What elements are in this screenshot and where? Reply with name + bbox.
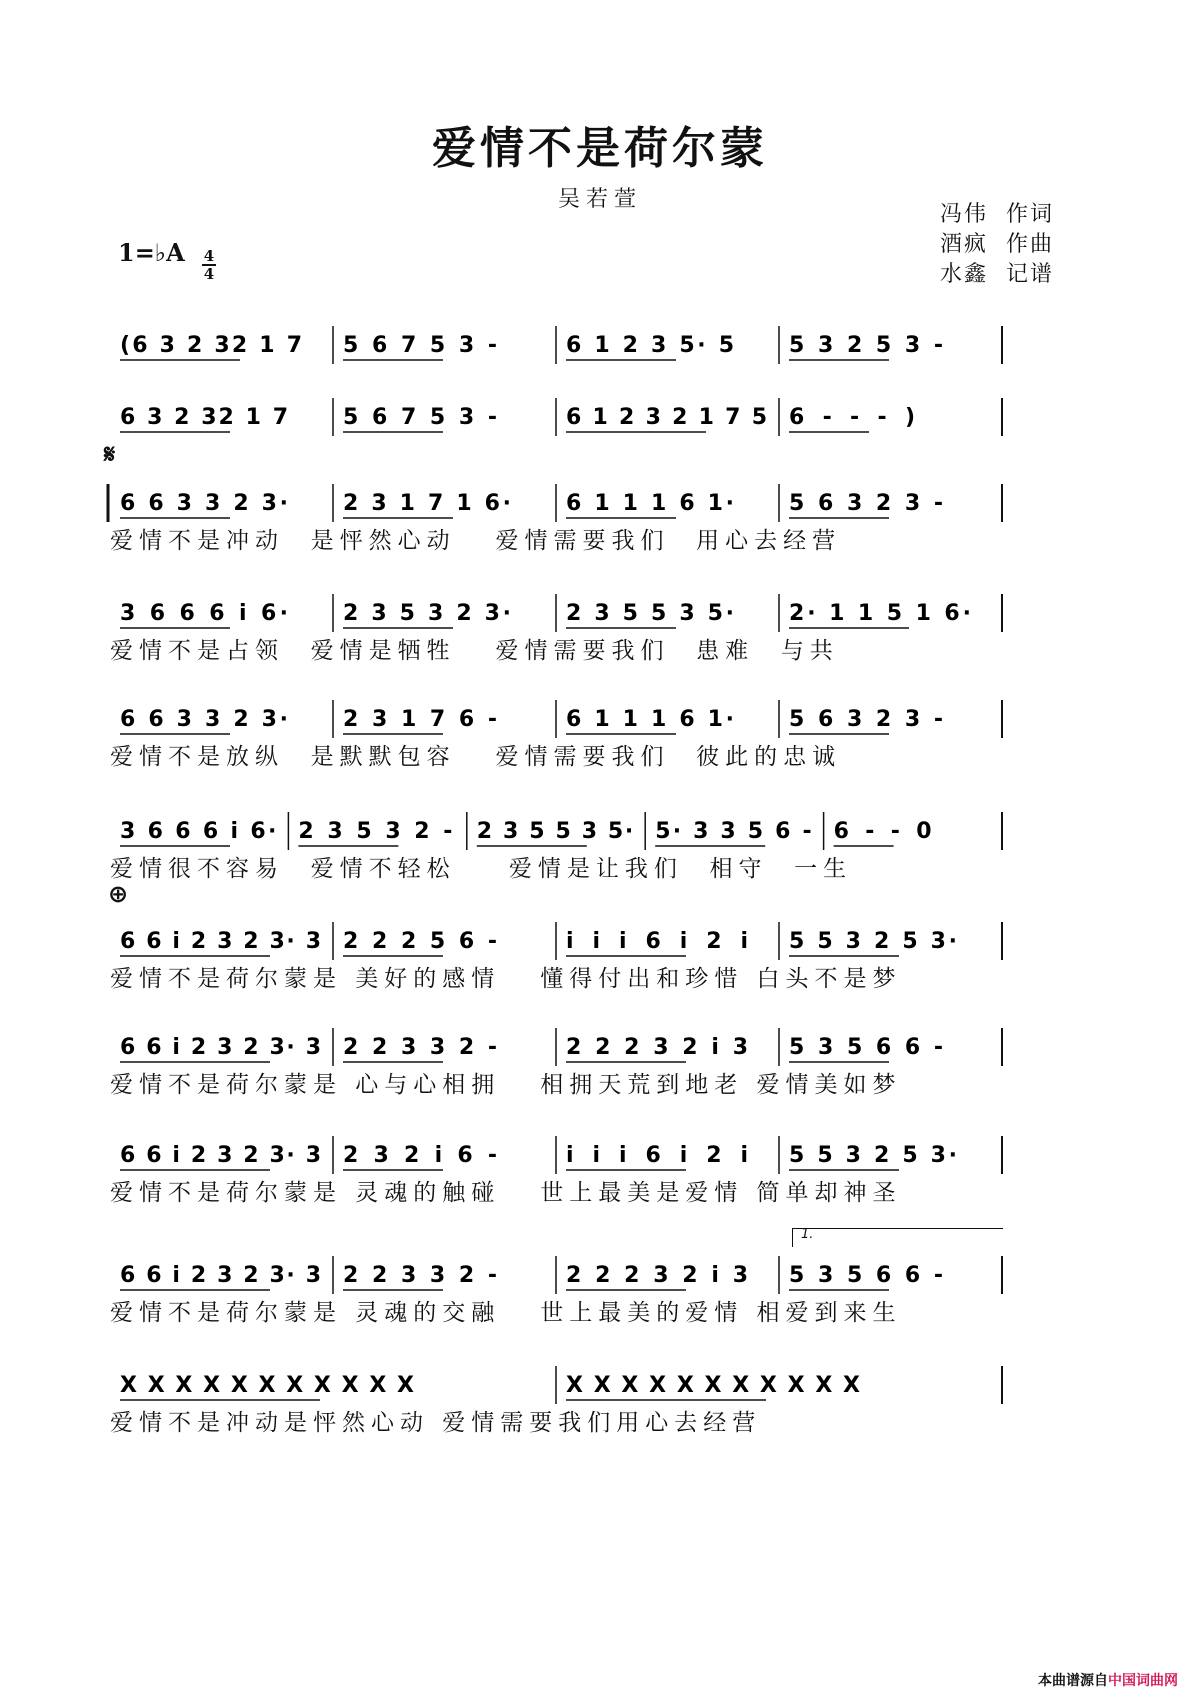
measure-notes: 5 6 7 5 3 -	[343, 405, 497, 430]
lyric-line: 爱情很不容易 爱情不轻松 爱情是让我们 相守 一生	[110, 856, 853, 882]
measure-notes: 6 1 1 1 6 1·	[566, 707, 734, 732]
lyric-line: 爱情不是荷尔蒙是 美好的感情 懂得付出和珍惜 白头不是梦	[110, 966, 902, 992]
song-title: 爱情不是荷尔蒙	[432, 123, 768, 174]
measure-notes: 5 6 3 2 3 -	[789, 491, 943, 516]
measure-notes: 5 5 3 2 5 3·	[789, 1143, 957, 1168]
first-ending-label: 1.	[801, 1227, 814, 1242]
credit-transcriber: 水鑫 记谱	[940, 262, 1054, 287]
time-signature	[202, 248, 216, 282]
measure-notes: 2 3 5 5 3 5·	[566, 601, 734, 626]
lyric-line: 爱情不是占领 爱情是牺牲 爱情需要我们 患难 与共	[110, 638, 839, 664]
measure-notes: 6 6 i 2 3 2 3· 3	[120, 1263, 321, 1288]
measure-notes: 2 2 2 3 2 i 3	[566, 1035, 748, 1060]
notation-row	[0, 320, 1200, 380]
measure-notes: 2 2 2 5 6 -	[343, 929, 497, 954]
measure-notes: 5 3 5 6 6 -	[789, 1263, 943, 1288]
measure-notes: 5 3 2 5 3 -	[789, 333, 943, 358]
first-ending-bracket	[792, 1228, 1003, 1247]
measure-notes: 2 2 3 3 2 -	[343, 1035, 497, 1060]
source-footer	[1038, 1670, 1178, 1690]
lyric-line: 爱情不是冲动 是怦然心动 爱情需要我们 用心去经营	[110, 528, 842, 554]
measure-notes: (6 3 2 32 1 7	[120, 333, 302, 358]
measure-notes: X X X X X X X X X X X	[120, 1373, 414, 1398]
key-signature: 1=♭A	[118, 238, 185, 267]
segno-icon: 𝄋	[104, 440, 116, 470]
measure-notes: 5 6 7 5 3 -	[343, 333, 497, 358]
measure-notes: 2 3 5 5 3 5·	[476, 819, 634, 844]
measure-notes: 3 6 6 6 i 6·	[120, 819, 277, 844]
measure-notes: 6 3 2 32 1 7	[120, 405, 288, 430]
measure-notes: 6 1 1 1 6 1·	[566, 491, 734, 516]
measure-notes: 6 1 2 3 5· 5	[566, 333, 734, 358]
measure-notes: 2· 1 1 5 1 6·	[789, 601, 971, 626]
lyric-line: 爱情不是荷尔蒙是 灵魂的交融 世上最美的爱情 相爱到来生	[110, 1300, 902, 1326]
coda-icon: ⊕	[108, 880, 129, 908]
measure-notes: i i i 6 i 2 i	[566, 929, 748, 954]
measure-notes: 5 3 5 6 6 -	[789, 1035, 943, 1060]
measure-notes: 6 - - 0	[833, 819, 932, 844]
measure-notes: 5 5 3 2 5 3·	[789, 929, 957, 954]
measure-notes: 5 6 3 2 3 -	[789, 707, 943, 732]
measure-notes: X X X X X X X X X X X	[566, 1373, 860, 1398]
measure-notes: 6 6 3 3 2 3·	[120, 707, 288, 732]
measure-notes: 2 3 5 3 2 3·	[343, 601, 511, 626]
source-site: 中国词曲网	[1108, 1673, 1178, 1689]
lyric-line: 爱情不是荷尔蒙是 心与心相拥 相拥天荒到地老 爱情美如梦	[110, 1072, 902, 1098]
measure-notes: 6 6 i 2 3 2 3· 3	[120, 1035, 321, 1060]
measure-notes: 2 2 3 3 2 -	[343, 1263, 497, 1288]
credit-lyricist: 冯伟 作词	[940, 202, 1054, 227]
measure-notes: 6 6 i 2 3 2 3· 3	[120, 1143, 321, 1168]
measure-notes: 6 - - - )	[789, 405, 915, 430]
notation-svg	[0, 320, 1200, 380]
notation-svg	[0, 392, 1200, 452]
measure-notes: 6 1 2 3 2 1 7 5	[566, 405, 767, 430]
measure-notes: 2 3 2 i 6 -	[343, 1143, 497, 1168]
measure-notes: 2 3 1 7 6 -	[343, 707, 497, 732]
notation-row	[0, 392, 1200, 452]
measure-notes: 2 3 5 3 2 -	[298, 819, 453, 844]
measure-notes: 2 3 1 7 1 6·	[343, 491, 511, 516]
measure-notes: 3 6 6 6 i 6·	[120, 601, 288, 626]
measure-notes: 2 2 2 3 2 i 3	[566, 1263, 748, 1288]
measure-notes: 5· 3 3 5 6 -	[655, 819, 812, 844]
measure-notes: 6 6 i 2 3 2 3· 3	[120, 929, 321, 954]
credit-composer: 酒疯 作曲	[940, 232, 1054, 257]
time-numerator: 4	[203, 247, 215, 265]
credits	[940, 200, 1054, 290]
lyric-line: 爱情不是冲动是怦然心动 爱情需要我们用心去经营	[110, 1410, 762, 1436]
measure-notes: 6 6 3 3 2 3·	[120, 491, 288, 516]
measure-notes: i i i 6 i 2 i	[566, 1143, 748, 1168]
lyric-line: 爱情不是荷尔蒙是 灵魂的触碰 世上最美是爱情 简单却神圣	[110, 1180, 902, 1206]
source-label: 本曲谱源自	[1038, 1673, 1108, 1689]
singer-name: 吴若萱	[557, 187, 642, 212]
time-denominator: 4	[203, 265, 215, 283]
lyric-line: 爱情不是放纵 是默默包容 爱情需要我们 彼此的忠诚	[110, 744, 842, 770]
